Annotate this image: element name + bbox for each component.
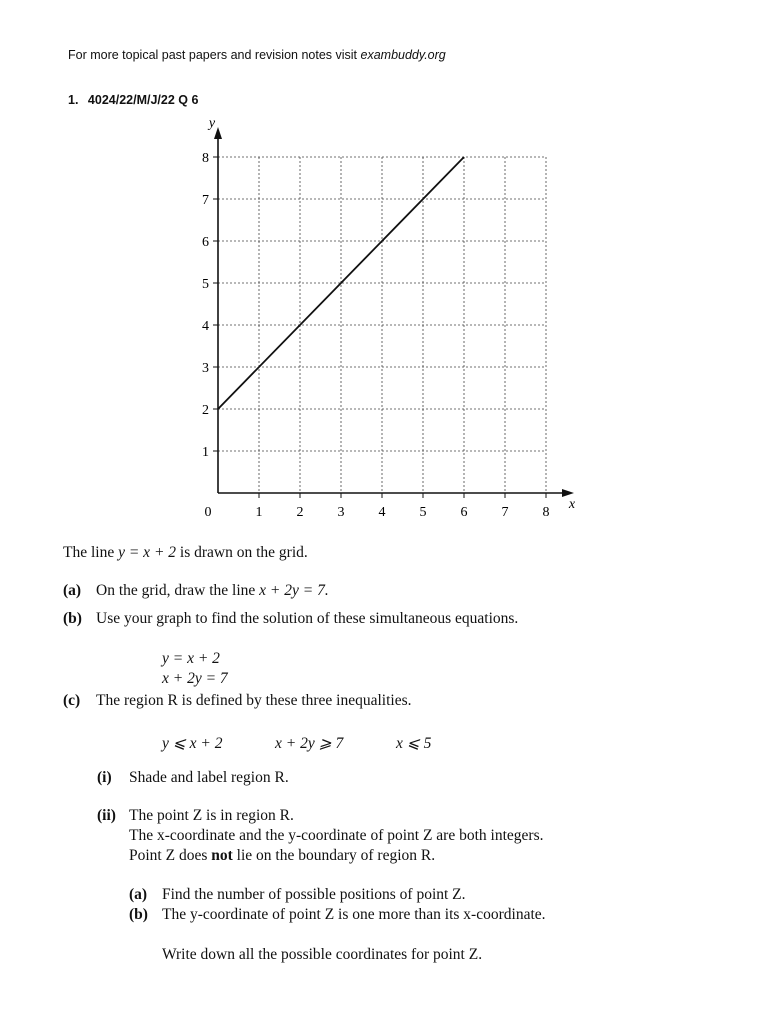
part-a-label: (a) xyxy=(63,582,82,599)
y-axis-label: y xyxy=(208,116,216,131)
part-b-text: Use your graph to find the solution of these simultaneous equations. xyxy=(96,610,519,627)
part-b xyxy=(63,610,518,628)
part-c-ii-b-label: (b) xyxy=(129,906,148,923)
inequality-1: y ⩽ x + 2 xyxy=(162,735,223,752)
intro-before: The line xyxy=(63,544,119,561)
part-c-text: The region R is defined by these three inequalities. xyxy=(96,692,412,709)
part-c-ii-b xyxy=(129,906,546,924)
part-c-ii-line3 xyxy=(129,847,435,865)
part-c-ii-line2: The x-coordinate and the y-coordinate of point Z are both integers. xyxy=(129,827,544,844)
intro-equation: y = x + 2 xyxy=(118,544,177,561)
intro-line xyxy=(63,544,308,562)
x-tick-label: 8 xyxy=(542,505,550,520)
line3-before: Point Z does xyxy=(129,847,212,864)
line3-after: lie on the boundary of region R. xyxy=(232,847,436,864)
question-number: 1. xyxy=(68,93,79,107)
x-tick-label: 2 xyxy=(296,505,304,520)
question-reference: 4024/22/M/J/22 Q 6 xyxy=(87,93,199,107)
part-c-ii-a-text: Find the number of possible positions of point Z. xyxy=(162,886,466,903)
x-axis-arrow-icon xyxy=(562,489,574,497)
header-prefix: For more topical past papers and revision notes visit xyxy=(68,48,361,62)
y-tick-label: 1 xyxy=(202,445,209,460)
part-c-i-text: Shade and label region R. xyxy=(129,769,289,786)
part-c xyxy=(63,692,412,710)
part-c-label: (c) xyxy=(63,692,81,709)
x-tick-label: 4 xyxy=(378,505,386,520)
part-c-ii-line1: The point Z is in region R. xyxy=(129,807,294,824)
inequality-3: x ⩽ 5 xyxy=(396,735,432,752)
y-tick-label: 5 xyxy=(202,277,209,292)
write-down-instruction: Write down all the possible coordinates for point Z. xyxy=(162,946,483,963)
inequality-2: x + 2y ⩾ 7 xyxy=(275,735,344,752)
header-site-link[interactable]: exambuddy.org xyxy=(360,48,446,62)
equation-1: y = x + 2 xyxy=(162,650,220,667)
part-a-equation: x + 2y = 7. xyxy=(259,582,329,599)
part-c-ii-a-label: (a) xyxy=(129,886,148,903)
part-c-ii xyxy=(97,807,294,825)
x-tick-label: 3 xyxy=(337,505,345,520)
part-b-label: (b) xyxy=(63,610,82,627)
y-tick-label: 2 xyxy=(202,403,209,418)
y-tick-label: 6 xyxy=(202,235,209,250)
y-tick-label: 4 xyxy=(202,319,209,334)
x-tick-label: 1 xyxy=(255,505,263,520)
x-tick-label: 7 xyxy=(501,505,509,520)
x-tick-label: 6 xyxy=(460,505,468,520)
part-c-ii-b-text: The y-coordinate of point Z is one more than its x-coordinate. xyxy=(162,906,546,923)
y-tick-label: 3 xyxy=(202,361,209,376)
y-axis-arrow-icon xyxy=(214,127,222,139)
x-axis-label: x xyxy=(568,497,576,512)
equation-2: x + 2y = 7 xyxy=(162,670,228,687)
intro-after: is drawn on the grid. xyxy=(176,544,308,561)
x-tick-label: 5 xyxy=(419,505,427,520)
x-tick-label: 0 xyxy=(204,505,212,520)
line3-bold: not xyxy=(211,847,233,864)
y-tick-label: 7 xyxy=(202,193,209,208)
part-c-ii-a xyxy=(129,886,466,904)
part-a-text: On the grid, draw the line xyxy=(96,582,260,599)
part-c-i xyxy=(97,769,289,787)
part-c-i-label: (i) xyxy=(97,769,112,786)
y-tick-label: 8 xyxy=(202,151,209,166)
part-a xyxy=(63,582,329,600)
part-c-ii-label: (ii) xyxy=(97,807,116,824)
